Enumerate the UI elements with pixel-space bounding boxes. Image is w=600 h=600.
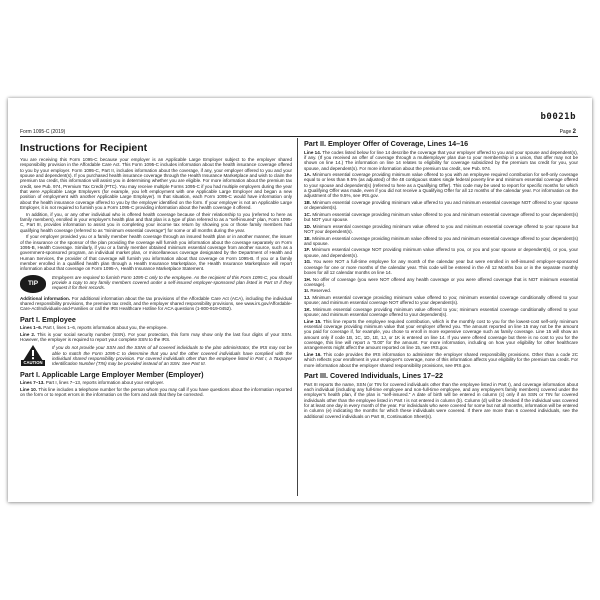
line-2-label: Line 2. bbox=[20, 331, 36, 337]
part1-employer-heading: Part I. Applicable Large Employer Member (Employer) bbox=[20, 369, 204, 379]
code-1d-label: 1D. bbox=[304, 223, 312, 229]
code-1e bbox=[304, 236, 578, 247]
line-16-label: Line 16. bbox=[304, 351, 322, 357]
code-1a-text: Minimum essential coverage providing minimum value offered to you with an employee required contribution for self-only coverage equal to or less than 9.5% (as adjusted) of the 48 contiguous states single federal poverty line and minimum essential coverage offered to your spouse and dependent(s) (referred to here as a Qualifying Offer). This code may be used to report for specific months for which a Qualifying Offer was made, even if you did not receive a Qualifying Offer for all 12 months of the calendar year. For information on the adjustment of the 9.5%, see IRS.gov. bbox=[304, 172, 578, 199]
line-15-label: Line 15. bbox=[304, 318, 322, 324]
lines-1-6 bbox=[20, 325, 292, 330]
lines-7-13-text: Part I, lines 7–13, reports information about your employer. bbox=[45, 380, 165, 386]
code-1g bbox=[304, 259, 578, 275]
code-1j bbox=[304, 295, 578, 306]
code-1f bbox=[304, 247, 578, 258]
line-10-label: Line 10. bbox=[20, 386, 38, 392]
caution-note bbox=[20, 345, 292, 366]
code-1a-label: 1A. bbox=[304, 172, 312, 178]
part3-text: Part III reports the name, SSN (or TIN for covered individuals other than the employee listed in Part I), and coverage information about each individual (including any full-time employee and non-full-time employee, and any employee's family members) covered under the employer's health plan, if the plan is "self-insured." A date of birth will be entered in column (c) only if an SSN or TIN for covered individuals other than the employee listed in Part I is not entered in column (b). Column (d) will be checked if the individual was covered for at least one day in every month of the year. For individuals who were covered for some but not all months, information will be entered in column (e) indicating the months for which these individuals were covered. If there are more than 6 covered individuals, see the additional covered individuals on Part III, Continuation Sheet(s). bbox=[304, 381, 578, 419]
form-code: b0021b bbox=[540, 112, 576, 122]
lines-7-13-label: Lines 7–13. bbox=[20, 380, 45, 386]
code-1j-label: 1J. bbox=[304, 294, 311, 300]
lines-7-13 bbox=[20, 380, 292, 385]
code-1j-text: Minimum essential coverage providing minimum value offered to you; minimum essential coverage conditionally offered to your spouse; and minimum essential coverage NOT offered to your dependent(s). bbox=[304, 294, 579, 306]
code-1g-text: You were NOT a full-time employee for any month of the calendar year but were enrolled in self-insured employer-sponsored coverage for one or more months of the calendar year. This code will be entered in the All 12 Months box or in the separate monthly boxes for all 12 calendar months on line 14. bbox=[304, 259, 578, 276]
tip-note bbox=[20, 275, 292, 293]
code-1a bbox=[304, 172, 578, 199]
part1-employee-heading: Part I. Employee bbox=[20, 314, 76, 324]
form-id: Form 1095-C (2019) bbox=[20, 129, 66, 135]
line-10 bbox=[20, 387, 292, 398]
code-1h-label: 1H. bbox=[304, 276, 312, 282]
intro-paragraph-3: If your employer provided you or a family member health coverage through an insured health plan or in another manner, the issuer of the insurance or the sponsor of the plan providing the coverage will furnish you information about the coverage separately on Form 1095-B, Health Coverage. Similarly, if you or a family member obtained minimum essential coverage from another source, such as a government-sponsored program, an individual market plan, or miscellaneous coverage designated by the Department of Health and Human Services, the provider of that coverage will furnish you information about that coverage on Form 1095-B. If you or a family member enrolled in a qualified health plan through a Health Insurance Marketplace, the Health Insurance Marketplace will report information about that coverage on Form 1095-A, Health Insurance Marketplace Statement. bbox=[20, 234, 292, 272]
line-10-text: This line includes a telephone number for the person whom you may call if you have questions about the information reported on the form or to report errors in the information on the form and ask that they be corrected. bbox=[20, 386, 293, 398]
intro-paragraph-1: You are receiving this Form 1095-C because your employer is an Applicable Large Employer subject to the employer shared responsibility provision in the Affordable Care Act. This Form 1095-C includes information about the health insurance coverage offered to you by your employer. Form 1095-C, Part II, includes information about the coverage, if any, your employer offered to you and your spouse and dependent(s). If you purchased health insurance coverage through the Health Insurance Marketplace and wish to claim the premium tax credit, this information will assist you in determining whether you are eligible. For more information about the premium tax credit, see Pub. 974, Premium Tax Credit (PTC). You may receive multiple Forms 1095-C if you had multiple employers during the year that were Applicable Large Employers (for example, you left employment with one Applicable Large Employer and began a new position of employment with another Applicable Large Employer). In that situation, each Form 1095-C would have information only about the health insurance coverage offered to you by the employer identified on the form. If your employer is not an Applicable Large Employer, it is not required to furnish you a Form 1095-C providing information about the health coverage it offered. bbox=[20, 157, 292, 211]
code-1i bbox=[304, 288, 578, 293]
line-16-text: This code provides the IRS information to administer the employer shared responsibility provisions. Other than a code 2C which reflects your enrollment in your employer's coverage, none of this information affects your eligibility for the premium tax credit. For more information about the employer shared responsibility provisions, see IRS.gov. bbox=[304, 351, 578, 368]
line-14-text: The codes listed below for line 14 describe the coverage that your employer offered to you and your spouse and dependent(s), if any. (If you received an offer of coverage through a multiemployer plan due to your membership in a union, that offer may not be shown on line 14.) The information on line 14 relates to eligibility for coverage subsidized by the premium tax credit for you, your spouse, and dependent(s). For more information about the premium tax credit, see Pub. 974. bbox=[304, 149, 578, 171]
code-1c-label: 1C. bbox=[304, 211, 312, 217]
code-1i-label: 1I. bbox=[304, 288, 310, 294]
line-15 bbox=[304, 319, 578, 351]
additional-info-label: Additional information. bbox=[20, 295, 71, 301]
caution-triangle-icon bbox=[23, 345, 43, 361]
part2-heading: Part II. Employer Offer of Coverage, Lines 14–16 bbox=[304, 139, 469, 148]
code-1e-text: Minimum essential coverage providing minimum value offered to you and minimum essential coverage offered to your dependent(s) and spouse. bbox=[304, 235, 579, 246]
line-16 bbox=[304, 352, 578, 368]
code-1c bbox=[304, 212, 578, 223]
line-14 bbox=[304, 150, 578, 171]
code-1b-label: 1B. bbox=[304, 199, 312, 205]
line-15-text: This line reports the employee required contribution, which is the monthly cost to you for the lowest-cost self-only minimum essential coverage providing minimum value that your employer offered you. The amount reported on line 15 may not be the amount you paid for coverage if, for example, you chose to enroll in more expensive coverage such as family coverage. Line 15 will show an amount only if code 1B, 1C, 1D, 1E, 1J, or 1K is entered on line 14. If you were offered coverage but there is no cost to you for the coverage, this line will report a "0.00" for the amount. For more information, including on how your eligibility for other healthcare arrangements might affect the amount reported on line 15, see IRS.gov. bbox=[304, 318, 578, 351]
additional-info-text: For additional information about the tax provisions of the Affordable Care Act (ACA), including the individual shared responsibility provisions, the premium tax credit, and the employer shared responsibility provisions, see www.irs.gov/Affordable-Care-Act/Individuals-and-Families or call the IRS Healthcare Hotline for ACA questions (1-800-919-0452). bbox=[20, 295, 293, 312]
code-1i-text: Reserved. bbox=[310, 288, 332, 294]
code-1d-text: Minimum essential coverage providing minimum value offered to you and minimum essential coverage offered to your spouse but NOT your dependent(s). bbox=[304, 223, 578, 235]
form-page bbox=[8, 98, 592, 502]
code-1c-text: Minimum essential coverage providing minimum value offered to you and minimum essential coverage offered to your dependent(s) but NOT your spouse. bbox=[304, 211, 578, 223]
code-1d bbox=[304, 224, 578, 235]
code-1f-text: Minimum essential coverage NOT providing minimum value offered to you, or you and your spouse or dependent(s), or you, your spouse, and dependent(s). bbox=[304, 247, 578, 258]
page-number bbox=[560, 129, 576, 135]
caution-label: CAUTION bbox=[23, 360, 43, 366]
page-label: Page bbox=[559, 129, 572, 135]
code-1h-text: No offer of coverage (you were NOT offered any health coverage or you were offered coverage that is NOT minimum essential coverage). bbox=[304, 276, 578, 287]
instructions-title: Instructions for Recipient bbox=[20, 142, 148, 154]
right-column bbox=[304, 140, 578, 420]
line-2 bbox=[20, 332, 292, 343]
lines-1-6-text: Part I, lines 1–6, reports information about you, the employee. bbox=[43, 325, 168, 331]
code-1b-text: Minimum essential coverage providing minimum value offered to you and minimum essential coverage NOT offered to your spouse or dependent(s). bbox=[304, 199, 578, 211]
part3-heading: Part III. Covered Individuals, Lines 17–22 bbox=[304, 371, 444, 380]
code-1g-label: 1G. bbox=[304, 259, 312, 265]
intro-paragraph-2: In addition, if you, or any other individual who is offered health coverage because of their relationship to you (referred to here as family members), enrolled in your employer's health plan and that plan is a type of plan referred to as a "self-insured" plan, Form 1095-C, Part III, provides information to assist you in completing your income tax return by showing you or those family members had qualifying health coverage (referred to as "minimum essential coverage") for some or all months during the year. bbox=[20, 211, 292, 233]
caution-badge bbox=[20, 345, 46, 365]
page-value: 2 bbox=[572, 129, 576, 135]
code-1f-label: 1F. bbox=[304, 247, 311, 253]
code-1e-label: 1E. bbox=[304, 235, 311, 241]
tip-icon: TIP bbox=[20, 275, 46, 293]
column-divider bbox=[297, 138, 298, 496]
additional-info bbox=[20, 296, 292, 312]
line-2-text: This is your social security number (SSN). For your protection, this form may show only the last four digits of your SSN. However, the employer is required to report your complete SSN to the IRS. bbox=[20, 331, 293, 342]
caution-text: If you do not provide your SSN and the SSNs of all covered individuals to the plan administrator, the IRS may not be able to match the Form 1095-C to determine that you and the other covered individuals have complied with the individual shared responsibility provision. For covered individuals other than the employee listed in Part I, a Taxpayer Identification Number (TIN) may be provided instead of an SSN. See Part III. bbox=[52, 345, 292, 367]
code-1b bbox=[304, 200, 578, 211]
header-rule bbox=[20, 136, 578, 137]
code-1k bbox=[304, 307, 578, 318]
left-column bbox=[20, 140, 292, 399]
code-1h bbox=[304, 277, 578, 288]
tip-text: Employers are required to furnish Form 1095-C only to the employee. As the recipient of this Form 1095-C, you should provide a copy to any family members covered under a self-insured employer-sponsored plan listed in Part III if they request it for their records. bbox=[52, 274, 292, 291]
code-1k-label: 1K. bbox=[304, 306, 312, 312]
lines-1-6-label: Lines 1–6. bbox=[20, 325, 42, 331]
code-1k-text: Minimum essential coverage providing minimum value offered to you; minimum essential coverage conditionally offered to your spouse; and minimum essential coverage offered to your dependent(s). bbox=[304, 306, 579, 318]
line-14-label: Line 14. bbox=[304, 149, 321, 155]
